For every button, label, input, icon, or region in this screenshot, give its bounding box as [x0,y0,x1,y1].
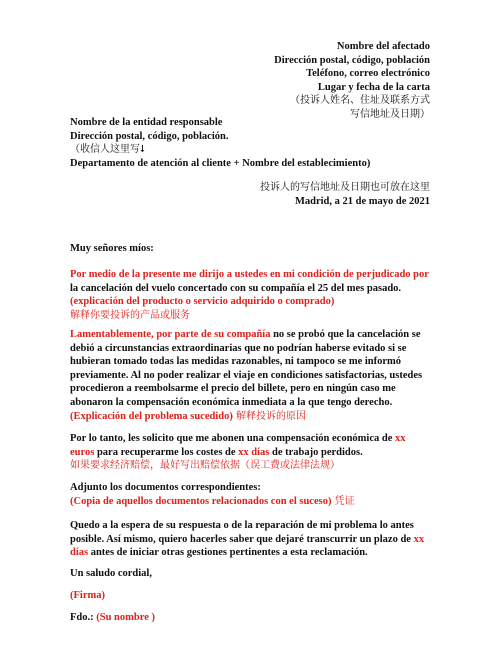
sender-note-cn-2: 写信地址及日期） [350,108,430,120]
p2-hint-cn: 解释投诉的原因 [232,410,307,422]
p4-text: Adjunto los documentos correspondientes: [70,482,261,493]
letter-date: Madrid, a 21 de mayo de 2021 [294,195,430,207]
paragraph-4 [70,481,432,508]
p2-red-text: Lamentablemente, por parte de su compañía [70,329,271,340]
arrow-down-icon: ⭣ [140,144,145,156]
p3-text-a: Por lo tanto, les solicito que me abonen una compensación económica de [70,433,396,444]
recipient-address: Dirección postal, código, población. [70,130,229,142]
paragraph-3 [70,432,432,473]
recipient-department: Departamento de atención al cliente + Nombre del establecimiento) [70,157,371,169]
sender-place-date: Lugar y fecha de la carta [317,81,430,93]
recipient-entity: Nombre de la entidad responsable [70,117,223,128]
paragraph-5 [70,519,432,560]
p1-hint-es: (explicación del producto o servicio adquirido o comprado) [70,296,335,308]
date-note-cn: 投诉人的写信地址及日期也可放在这里 [260,182,430,193]
p3-text-c: de trabajo perdidos. [269,446,363,458]
sender-block [274,40,430,122]
p3-amount: xx euros [70,433,406,458]
recipient-note-cn: （收信人这里写 [70,144,140,156]
p4-hint-es: (Copia de aquellos documentos relacionados con el suceso) [70,495,332,507]
sender-phone: Teléfono, correo electrónico [306,68,430,80]
recipient-note-line [70,143,370,157]
p2-text: no se probó que la cancelación se debió a circunstancias extraordinarias que no podrían haberse evitado si se hubieran tomado todas las medidas razonables, ni tampoco se me informó previamente. Al no poder realizar el viaje en condiciones satisfactorias, ustedes procedieron a reembolsarme el precio del billete, pero en ningún caso me abonaron la compensación económica inmediata a la que tengo derecho. [70,329,423,408]
p1-red-text: Por medio de la presente me dirijo a ustedes en mi condición de perjudicado por [70,269,429,280]
p5-text-a: Quedo a la espera de su respuesta o de la reparación de mi problema lo antes posible. Así mismo, quiero hacerles saber que dejaré transcurrir un plazo de [70,520,414,545]
sender-note-cn-1: （投诉人姓名、住址及联系方式 [290,95,430,107]
p1-text: la cancelación del vuelo concertado con su compañía el 25 del mes pasado. [70,282,402,294]
p3-days: xx días [238,446,270,458]
p3-text-b: para recuperarme los costes de [94,446,239,458]
closing: Un saludo cordial, [70,568,152,579]
sender-address: Dirección postal, código, población [274,54,430,66]
p4-hint-cn: 凭证 [331,495,355,507]
paragraph-1 [70,268,432,322]
p3-hint-cn: 如果要求经济赔偿，最好写出赔偿依据（误工费或法律法规） [70,460,340,472]
recipient-block [70,116,370,170]
sender-name: Nombre del afectado [336,41,430,52]
fdo-line [70,611,432,625]
greeting: Muy señores míos: [70,243,154,254]
p5-days: xx días [70,533,425,559]
paragraph-2 [70,328,432,423]
fdo-label: Fdo.: [70,612,97,623]
fdo-name: (Su nombre ) [96,612,155,623]
p5-text-b: antes de iniciar otras gestiones pertinentes a esta reclamación. [88,547,368,559]
p2-hint-es: (Explicación del problema sucedido) [70,410,233,422]
p1-hint-cn: 解释你要投诉的产品或服务 [70,309,190,321]
signature: (Firma) [70,590,105,601]
date-block [260,181,430,208]
